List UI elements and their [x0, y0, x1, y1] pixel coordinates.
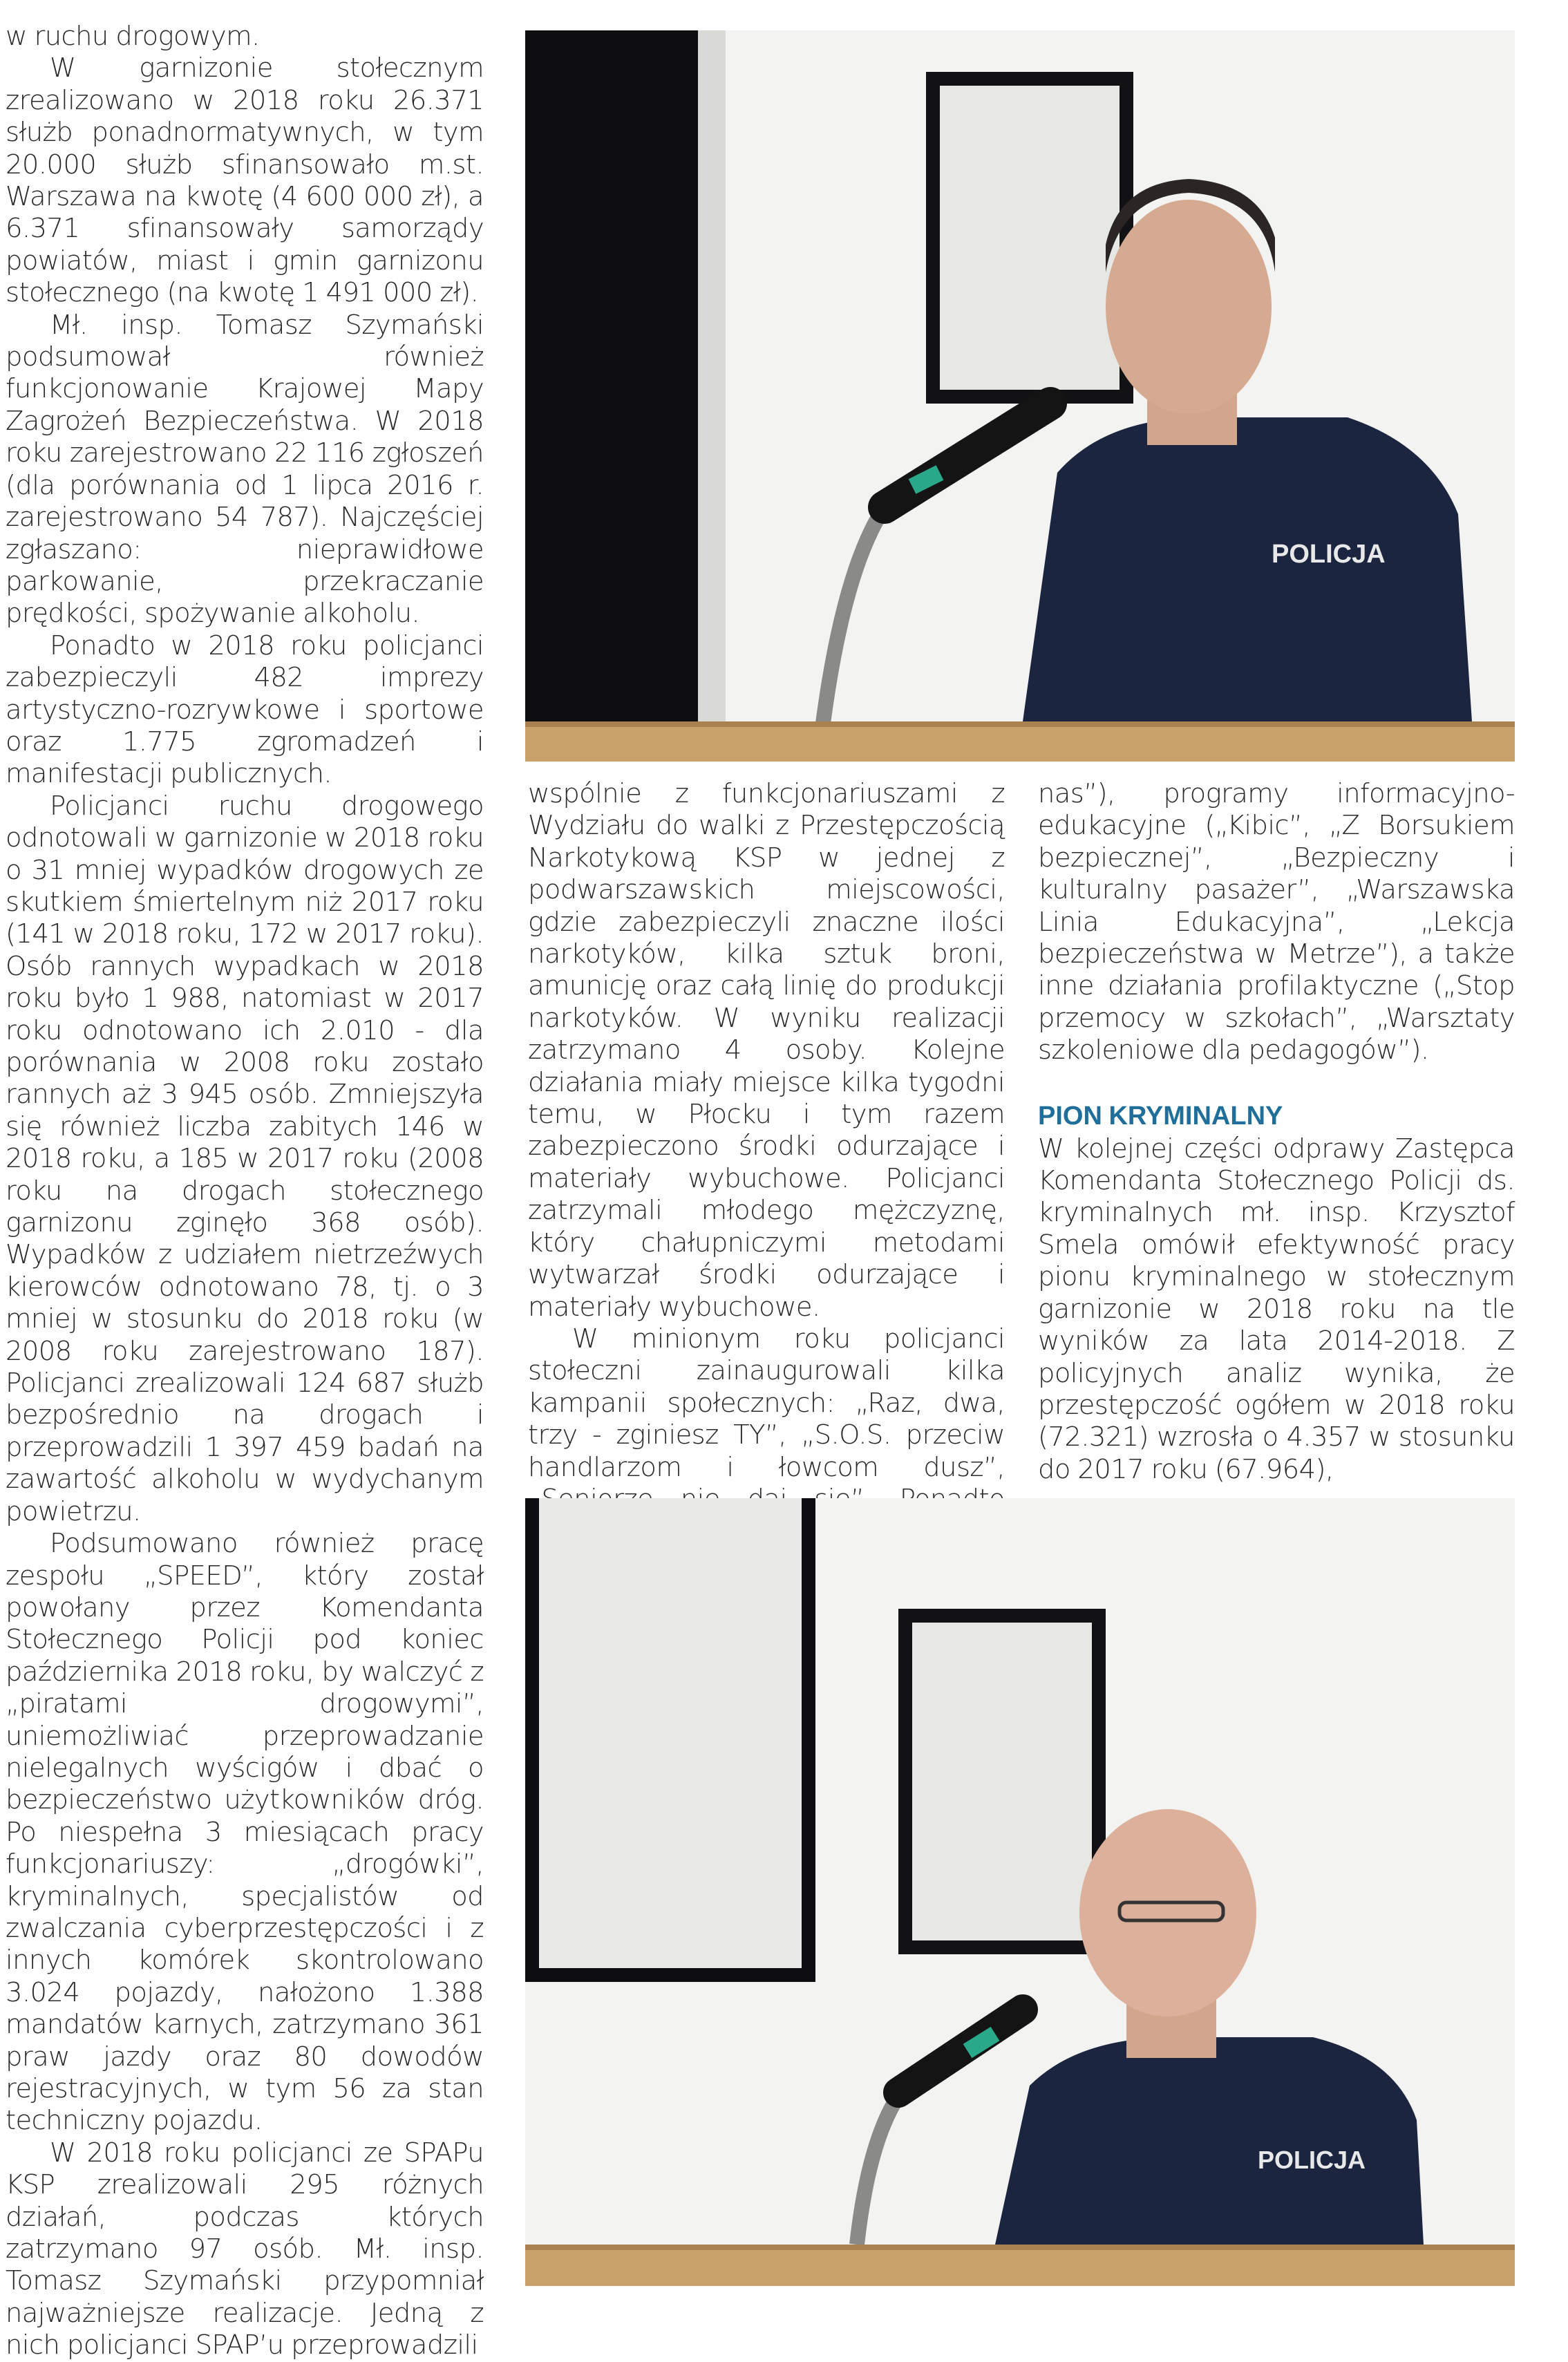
photo-speaker-1 [525, 30, 1515, 762]
paragraph: Mł. insp. Tomasz Szymański podsumował również funkcjonowanie Krajowej Mapy Zagrożeń Bezpieczeństwa. W 2018 roku zarejestrowano 22 116 zgłoszeń (dla porównania od 1 lipca 2016 r. zarejestrowano 54 787). Najczęściej zgłaszano: nieprawidłowe parkowanie, przekraczanie prędkości, spożywanie alkoholu. [6, 309, 484, 630]
paragraph: Podsumowano również pracę zespołu „SPEED”, który został powołany przez Komendanta Stołecznego Policji pod koniec października 2018 roku, by walczyć z „piratami drogowymi”, uniemożliwiać przeprowadzanie nielegalnych wyścigów i dbać o bezpieczeństwo użytkowników dróg. Po niespełna 3 miesiącach pracy funkcjonariuszy: „drogówki”, kryminalnych, specjalistów od zwalczania cyberprzestępczości i z innych komórek skontrolowano 3.024 pojazdy, nałożono 1.388 mandatów karnych, zatrzymano 361 praw jazdy oraz 80 dowodów rejestracyjnych, w tym 56 za stan techniczny pojazdu. [6, 1528, 484, 2137]
badge-text: POLICJA [1258, 2146, 1366, 2174]
article-column-2 [528, 778, 1005, 1580]
paragraph: W 2018 roku policjanci ze SPAPu KSP zrealizowali 295 różnych działań, podczas których zatrzymano 97 osób. Mł. insp. Tomasz Szymański przypomniał najważniejsze realizacje. Jedną z nich policjanci SPAP’u przeprowadzili [6, 2137, 484, 2361]
paragraph: Policjanci ruchu drogowego odnotowali w garnizonie w 2018 roku o 31 mniej wypadków drogowych ze skutkiem śmiertelnym niż 2017 roku (141 w 2018 roku, 172 w 2017 roku). Osób rannych wypadkach w 2018 roku było 1 988, natomiast w 2017 roku odnotowano ich 2.010 - dla porównania w 2008 roku zostało rannych aż 3 945 osób. Zmniejszyła się również liczba zabitych 146 w 2018 roku, a 185 w 2017 roku (2008 roku na drogach stołecznego garnizonu zginęło 368 osób). Wypadków z udziałem nietrzeźwych kierowców odnotowano 78, tj. o 3 mniej w stosunku do 2018 roku (w 2008 roku zarejestrowano 187). Policjanci zrealizowali 124 687 służb bezpośrednio na drogach i przeprowadzili 1 397 459 badań na zawartość alkoholu w wydychanym powietrzu. [6, 790, 484, 1527]
badge-text: POLICJA [1272, 540, 1386, 569]
paragraph: w ruchu drogowym. [6, 21, 260, 52]
paragraph: W garnizonie stołecznym zrealizowano w 2018 roku 26.371 służb ponadnormatywnych, w tym 20.000 służb sfinansowało m.st. Warszawa na kwotę (4 600 000 zł), a 6.371 sfinansowały samorządy powiatów, miast i gmin garnizonu stołecznego (na kwotę 1 491 000 zł). [6, 53, 484, 309]
article-column-1 [6, 21, 484, 2362]
photo-speaker-1-image [525, 30, 1515, 762]
paragraph: nas”), programy informacyjno-edukacyjne („Kibic”, „Z Borsukiem bezpiecznej”, „Bezpieczny i kulturalny pasażer”, „Warszawska Linia Edukacyjna”, „Lekcja bezpieczeństwa w Metrze”), a także inne działania profilaktyczne („Stop przemocy w szkołach”, „Warsztaty szkoleniowe dla pedagogów”). [1038, 778, 1515, 1066]
paragraph: Ponadto w 2018 roku policjanci zabezpieczyli 482 imprezy artystyczno-rozrywkowe i sportowe oraz 1.775 zgromadzeń i manifestacji publicznych. [6, 630, 484, 790]
paragraph: W kolejnej części odprawy Zastępca Komendanta Stołecznego Policji ds. kryminalnych mł. insp. Krzysztof Smela omówił efektywność pracy pionu kryminalnego w stołecznym garnizonie w 2018 roku na tle wyników za lata 2014-2018. Z policyjnych analiz wynika, że przestępczość ogółem w 2018 roku (72.321) wzrosła o 4.357 w stosunku do 2017 roku (67.964), [1038, 1133, 1515, 1485]
paragraph: wspólnie z funkcjonariuszami z Wydziału do walki z Przestępczością Narkotykową KSP w jednej z podwarszawskich miejscowości, gdzie zabezpieczyli znaczne ilości narkotyków, kilka sztuk broni, amunicję oraz całą linię do produkcji narkotyków. W wyniku realizacji zatrzymano 4 osoby. Kolejne działania miały miejsce kilka tygodni temu, w Płocku i tym razem zabezpieczono środki odurzające i materiały wybuchowe. Policjanci zatrzymali młodego mężczyznę, który chałupniczymi metodami wytwarzał środki odurzające i materiały wybuchowe. [528, 778, 1005, 1323]
photo-speaker-2 [525, 1498, 1515, 2286]
article-column-3 [1038, 778, 1515, 1486]
photo-speaker-2-image [525, 1498, 1515, 2286]
section-heading: PION KRYMINALNY [1038, 1101, 1283, 1131]
paragraph: W minionym roku policjanci stołeczni zainaugurowali kilka kampanii społecznych: „Raz, dwa, trzy - zginiesz TY”, „S.O.S. przeciw handlarzom i łowcom dusz”, [528, 1323, 1005, 1483]
